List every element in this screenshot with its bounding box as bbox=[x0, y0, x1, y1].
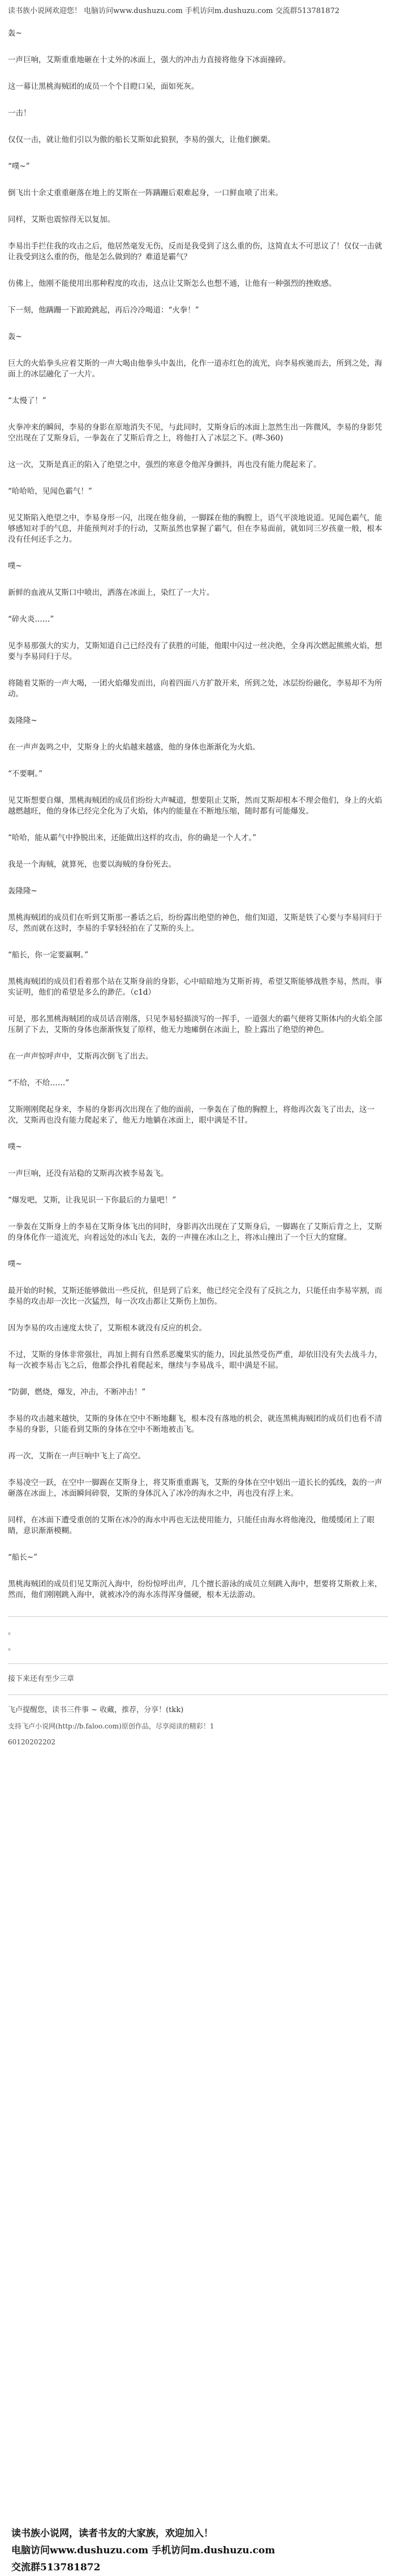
paragraph: “船长，你一定要赢啊。” bbox=[8, 951, 89, 960]
paragraph: 艾斯刚刚爬起身来，李易的身影再次出现在了他的面前，一拳轰在了他的胸膛上，将他再次轰飞了出去，这一次，艾斯再也没有能力爬起来了，他无力地躺在冰面上，眼中满是不甘。 bbox=[8, 1105, 375, 1125]
paragraph: 这一次，艾斯是真正的陷入了绝望之中，强烈的寒意令他浑身颤抖，再也没有能力爬起来了。 bbox=[8, 460, 321, 469]
paragraph: 噗~ bbox=[8, 1260, 22, 1269]
paragraph: 同样，艾斯也震惊得无以复加。 bbox=[8, 215, 115, 224]
paragraph: 这一幕让黑桃海贼团的成员一个个目瞪口呆，面如死灰。 bbox=[8, 82, 199, 91]
paragraph: 一拳轰在艾斯身上的李易在艾斯身体飞出的同时，身影再次出现在了艾斯身后，一脚踢在了艾斯后背之上，艾斯的身体化作一道流光，向着远处的冰山飞去，轰的一声撞在冰山之上，将冰山撞出了一个巨大的窟窿。 bbox=[8, 1222, 382, 1242]
paragraph: 火拳冲来的瞬间，李易的身影在原地消失不见，与此同时，艾斯身后的冰面上忽然生出一阵微风，李易的身影凭空出现在了艾斯身后，一拳轰在了艾斯后背之上，将他打入了冰层之下。(哔-360) bbox=[8, 423, 382, 443]
paragraph: 再一次，艾斯在一声巨响中飞上了高空。 bbox=[8, 1452, 145, 1461]
page-code: 60120202202 bbox=[8, 1738, 55, 1746]
divider bbox=[8, 1694, 388, 1695]
paragraph: 见艾斯陷入绝望之中，李易身形一闪，出现在他身前，一脚踩在他的胸膛上，语气平淡地说道。见闻色霸气，能够感知对手的气息，并能预判对手的行动，艾斯虽然也掌握了霸气，但在李易面前，就如同三岁孩童一般，根本没有任何还手之力。 bbox=[8, 514, 382, 544]
paragraph: 轰~ bbox=[8, 29, 22, 38]
support-link[interactable]: 支持飞卢小说网(http://b.faloo.com)原创作品，尽享阅读的精彩！1 bbox=[8, 1722, 214, 1730]
site-ad bbox=[8, 2525, 388, 2576]
paragraph: 轰隆隆~ bbox=[8, 716, 37, 725]
paragraph: 因为李易的攻击速度太快了，艾斯根本就没有反应的机会。 bbox=[8, 1324, 206, 1333]
end-mark-1: 。 bbox=[8, 1628, 16, 1636]
paragraph: 见李易那强大的实力，艾斯知道自己已经没有了获胜的可能，他眼中闪过一丝决绝，全身再次燃起熊熊火焰，想要与李易同归于尽。 bbox=[8, 641, 382, 661]
paragraph: 见艾斯想要自爆，黑桃海贼团的成员们纷纷大声喊道，想要阻止艾斯，然而艾斯却根本不理会他们，身上的火焰越燃越旺，他的身体已经完全化为了火焰，体内的能量在不断地压缩，随时都有可能爆发。 bbox=[8, 796, 382, 816]
paragraph: 李易凌空一跃，在空中一脚踢在艾斯身上，将艾斯重重踢飞，艾斯的身体在空中划出一道长长的弧线，轰的一声砸落在冰面上，冰面瞬间碎裂，艾斯的身体沉入了冰冷的海水之中，再也没有浮上来。 bbox=[8, 1478, 382, 1498]
paragraph: 在一声声惊呼声中，艾斯再次倒飞了出去。 bbox=[8, 1052, 153, 1061]
ad-line-group: 交流群513781872 bbox=[11, 2562, 101, 2573]
paragraph: 一声巨响，艾斯重重地砸在十丈外的冰面上，强大的冲击力直接将他身下冰面撞碎。 bbox=[8, 55, 291, 65]
ad-line-access[interactable]: 电脑访问www.dushuzu.com 手机访问m.dushuzu.com bbox=[11, 2545, 276, 2556]
end-mark-2: 。 bbox=[8, 1644, 16, 1652]
paragraph: 黑桃海贼团的成员们在听到艾斯那一番话之后，纷纷露出绝望的神色，他们知道，艾斯是铁了心要与李易同归于尽，然而就在这时，李易的手掌轻轻拍在了艾斯的头上。 bbox=[8, 913, 382, 933]
site-header: 读书族小说网欢迎您！ 电脑访问www.dushuzu.com 手机访问m.dushuzu.com 交流群513781872 bbox=[8, 7, 340, 15]
paragraph: 新鲜的血液从艾斯口中喷出，洒落在冰面上，染红了一大片。 bbox=[8, 588, 214, 597]
paragraph: 轰~ bbox=[8, 332, 22, 341]
paragraph: “防御，燃烧，爆发，冲击，不断冲击！” bbox=[8, 1388, 146, 1397]
paragraph: “不给，不给……” bbox=[8, 1079, 70, 1088]
paragraph: “哈哈哈，见闻色霸气！” bbox=[8, 487, 92, 496]
paragraph: 黑桃海贼团的成员们见艾斯沉入海中，纷纷惊呼出声，几个擅长游泳的成员立刻跳入海中，想要将艾斯救上来，然而，他们刚刚跳入海中，就被冰冷的海水冻得浑身僵硬，根本无法游动。 bbox=[8, 1580, 382, 1599]
paragraph: 不过，艾斯的身体非常强壮，再加上拥有自然系恶魔果实的能力，因此虽然受伤严重，却依旧没有失去战斗力，每一次被李易击飞之后，他都会挣扎着爬起来，继续与李易战斗，眼中满是不屈。 bbox=[8, 1350, 382, 1370]
reading-reminder: 飞卢提醒您，读书三件事 ~ 收藏，推荐，分享！(tkk) bbox=[8, 1706, 184, 1714]
paragraph: 黑桃海贼团的成员们看着那个站在艾斯身前的身影，心中暗暗地为艾斯祈祷，希望艾斯能够战胜李易，然而，事实证明，他们的希望是多么的渺茫。（c1d） bbox=[8, 977, 382, 997]
paragraph: 在一声声轰鸣之中，艾斯身上的火焰越来越盛，他的身体也渐渐化为火焰。 bbox=[8, 743, 260, 752]
paragraph: 李易出手拦住我的攻击之后，他居然毫发无伤，反而是我受到了这么重的伤，这简直太不可思议了！仅仅一击就让我受到这么重的伤，他是怎么做到的？难道是霸气？ bbox=[8, 242, 382, 262]
paragraph: 将随着艾斯的一声大喝，一团火焰爆发而出，向着四面八方扩散开来，所到之处，冰层纷纷融化，李易却不为所动。 bbox=[8, 679, 382, 699]
ad-line-welcome: 读书族小说网，读者书友的大家族，欢迎加入！ bbox=[11, 2528, 213, 2539]
paragraph: 可是，那名黑桃海贼团的成员话音刚落，只见李易轻描淡写的一挥手，一道强大的霸气便将艾斯体内的火焰全部压制了下去，艾斯的身体也渐渐恢复了原样，他无力地瘫倒在冰面上，脸上露出了绝望的神色。 bbox=[8, 1015, 382, 1034]
paragraph: “噗~” bbox=[8, 162, 30, 171]
paragraph: “船长~” bbox=[8, 1553, 38, 1562]
chapter-content bbox=[8, 28, 388, 1601]
paragraph: 同样，在冰面下遭受重创的艾斯在冰冷的海水中再也无法使用能力，只能任由海水将他淹没，他缓缓闭上了眼睛，意识渐渐模糊。 bbox=[8, 1516, 375, 1535]
paragraph: 巨大的火焰拳头应着艾斯的一声大喝由他拳头中轰出，化作一道赤红色的流光，向李易疾驰而去，所到之处，海面上的冰层融化了一大片。 bbox=[8, 359, 382, 379]
paragraph: “爆发吧，艾斯，让我见识一下你最后的力量吧！” bbox=[8, 1196, 177, 1205]
paragraph: 最开始的时候，艾斯还能够做出一些反抗，但是到了后来，他已经完全没有了反抗之力，只能任由李易宰割，而李易的攻击却一次比一次猛烈，每一次攻击都让艾斯伤上加伤。 bbox=[8, 1286, 382, 1306]
paragraph: 噗~ bbox=[8, 1142, 22, 1152]
paragraph: 我是一个海贼，就算死，也要以海贼的身份死去。 bbox=[8, 860, 176, 869]
paragraph: 仅仅一击，就让他们引以为傲的船长艾斯如此狼狈，李易的强大，让他们颤栗。 bbox=[8, 135, 276, 144]
paragraph: 一声巨响，还没有站稳的艾斯再次被李易轰飞。 bbox=[8, 1169, 169, 1178]
divider bbox=[8, 1663, 388, 1664]
divider bbox=[8, 1616, 388, 1617]
paragraph: 下一刻，他蹒跚一下踉跄跳起，再后冷冷喝道：“火拳！” bbox=[8, 306, 199, 315]
paragraph: 倒飞出十余丈重重砸落在地上的艾斯在一阵蹒跚后艰难起身，一口鲜血喷了出来。 bbox=[8, 189, 283, 198]
paragraph: “哈哈，能从霸气中挣脱出来，还能做出这样的攻击，你的确是一个人才。” bbox=[8, 833, 257, 842]
paragraph: “太慢了！” bbox=[8, 396, 46, 405]
next-chapter-note: 接下来还有至少三章 bbox=[8, 1675, 75, 1683]
paragraph: “碎火炎……” bbox=[8, 615, 54, 624]
paragraph: “不要啊。” bbox=[8, 769, 43, 778]
paragraph: 轰隆隆~ bbox=[8, 887, 37, 896]
paragraph: 一击！ bbox=[8, 109, 31, 118]
paragraph: 仿佛上，他刚不能使用出那种程度的攻击，这点让艾斯怎么也想不通，让他有一种强烈的挫败感。 bbox=[8, 279, 337, 288]
paragraph: 噗~ bbox=[8, 562, 22, 571]
paragraph: 李易的攻击越来越快，艾斯的身体在空中不断地翻飞，根本没有落地的机会，就连黑桃海贼团的成员们也看不清李易的身影，只能看到艾斯的身体在空中不断地被击飞。 bbox=[8, 1414, 382, 1434]
